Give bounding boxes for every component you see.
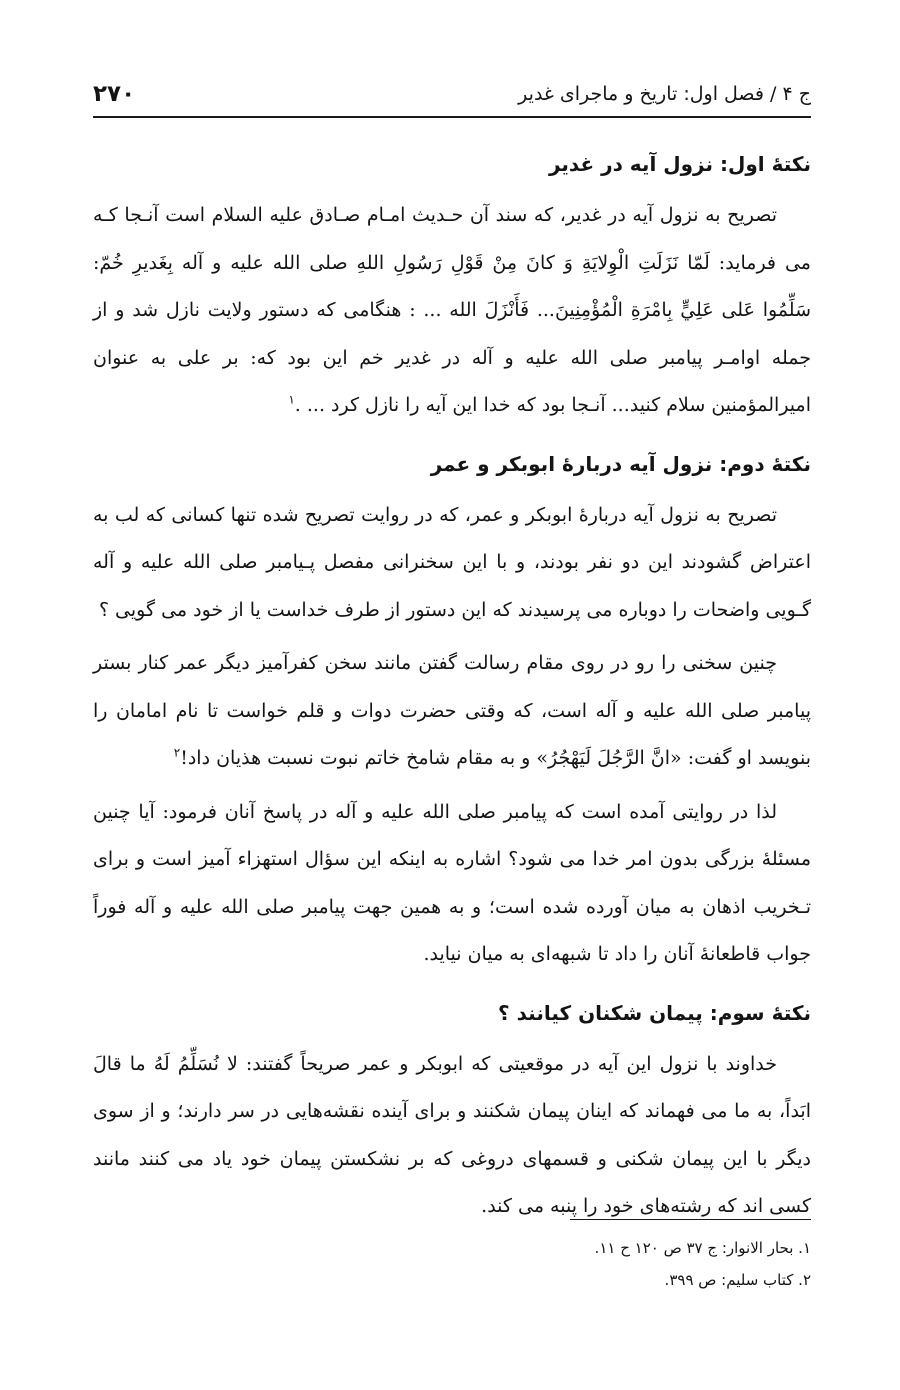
footnote-mark: ۲ bbox=[173, 745, 181, 760]
paragraph bbox=[93, 192, 811, 430]
page-body bbox=[93, 140, 811, 1237]
footnotes bbox=[93, 1232, 811, 1296]
paragraph bbox=[93, 789, 811, 979]
page-header bbox=[93, 72, 811, 118]
footnote-item: ۱. بحار الانوار: ج ۳۷ ص ۱۲۰ ح ۱۱. bbox=[594, 1239, 811, 1257]
footnote-item: ۲. كتاب سليم: ص ۳۹۹. bbox=[664, 1271, 811, 1289]
paragraph-text: خداوند با نزول اين آيه در موقعيتى كه ابوبكر و عمر صريحاً گفتند: لا نُسَلِّمُ لَهُ ما قالَ ابَداً، به ما مى فهماند كه اينان پيمان شكنند و براى آينده نقشه‌هايى در سر دارند؛ و از سوى ديگر با اين پيمان شكنى و قسمهاى دروغى كه بر نشكستن پيمان خود ياد مى كنند مانند كسى اند كه رشته‌هاى خود را پنبه مى كند. bbox=[93, 1052, 811, 1217]
section-heading-first: نكتهٔ اول: نزول آيه در غدير bbox=[548, 152, 811, 176]
paragraph-text: لذا در روايتى آمده است كه پيامبر صلى الله عليه و آله در پاسخ آنان فرمود: آيا چنين مسئلهٔ بزرگى بدون امر خدا مى شود؟ اشاره به اينكه اين سؤال استهزاء آميز است و براى تـخريب اذهان به ميان آورده شده است؛ و به همين جهت پيامبر صلى الله عليه و آله فوراً جواب قاطعانهٔ آنان را داد تا شبهه‌اى به ميان نيايد. bbox=[93, 800, 811, 965]
paragraph-text: تصريح به نزول آيه دربارهٔ ابوبكر و عمر، كه در روايت تصريح شده تنها كسانى كه لب به اعتراض گشودند اين دو نفر بودند، و با اين سخنرانى مفصل پـيامبر صلى الله عليه و آله گـويى واضحات را دوباره مى پرسيدند كه اين دستور از طرف خداست يا از خود مى گويى ؟ bbox=[93, 503, 811, 621]
page-number: ۲۷۰ bbox=[93, 81, 136, 107]
footnote-divider bbox=[570, 1219, 811, 1220]
paragraph bbox=[93, 1041, 811, 1231]
paragraph bbox=[93, 492, 811, 635]
paragraph bbox=[93, 640, 811, 783]
footnote-mark: ۱ bbox=[288, 392, 295, 407]
section-heading-second: نكتهٔ دوم: نزول آيه دربارهٔ ابوبكر و عمر bbox=[430, 451, 811, 476]
running-title: ج ۴ / فصل اول: تاريخ و ماجراى غدير bbox=[518, 83, 811, 105]
section-heading-third: نكتهٔ سوم: پيمان شكنان كيانند ؟ bbox=[498, 1000, 811, 1025]
paragraph-text: چنين سخنى را رو در روى مقام رسالت گفتن مانند سخن كفرآميز ديگر عمر كنار بستر پيامبر صلى الله عليه و آله است، كه وقتى حضرت دوات و قلم خواست تا نام امامان را بنويسد او گفت: «انَّ الرَّجُلَ لَيَهْجُرُ» و به مقام شامخ خاتم نبوت نسبت هذيان داد! bbox=[93, 652, 811, 769]
paragraph-text: تصريح به نزول آيه در غدير، كه سند آن حـديث امـام صـادق عليه السلام است آنـجا كـه مى فرمايد: لَمّا نَزَلَتِ الْوِلايَةِ وَ كانَ مِنْ قَوْلِ رَسُولِ اللهِ صلى الله عليه و آله بِغَديرِ خُمّ: سَلِّمُوا عَلى عَلِيٍّ بِامْرَةِ الْمُؤْمِنِينَ... فَأَنْزَلَ الله ... : هنگامى كه دستور ولايت نازل شد و از جمله اوامـر پيامبر صلى الله عليه و آله در غدير خم اين بود كه: بر على به عنوان اميرالمؤمنين سلام كنيد... آنـجا بود كه خدا اين آيه را نازل كرد ... . bbox=[93, 204, 811, 416]
